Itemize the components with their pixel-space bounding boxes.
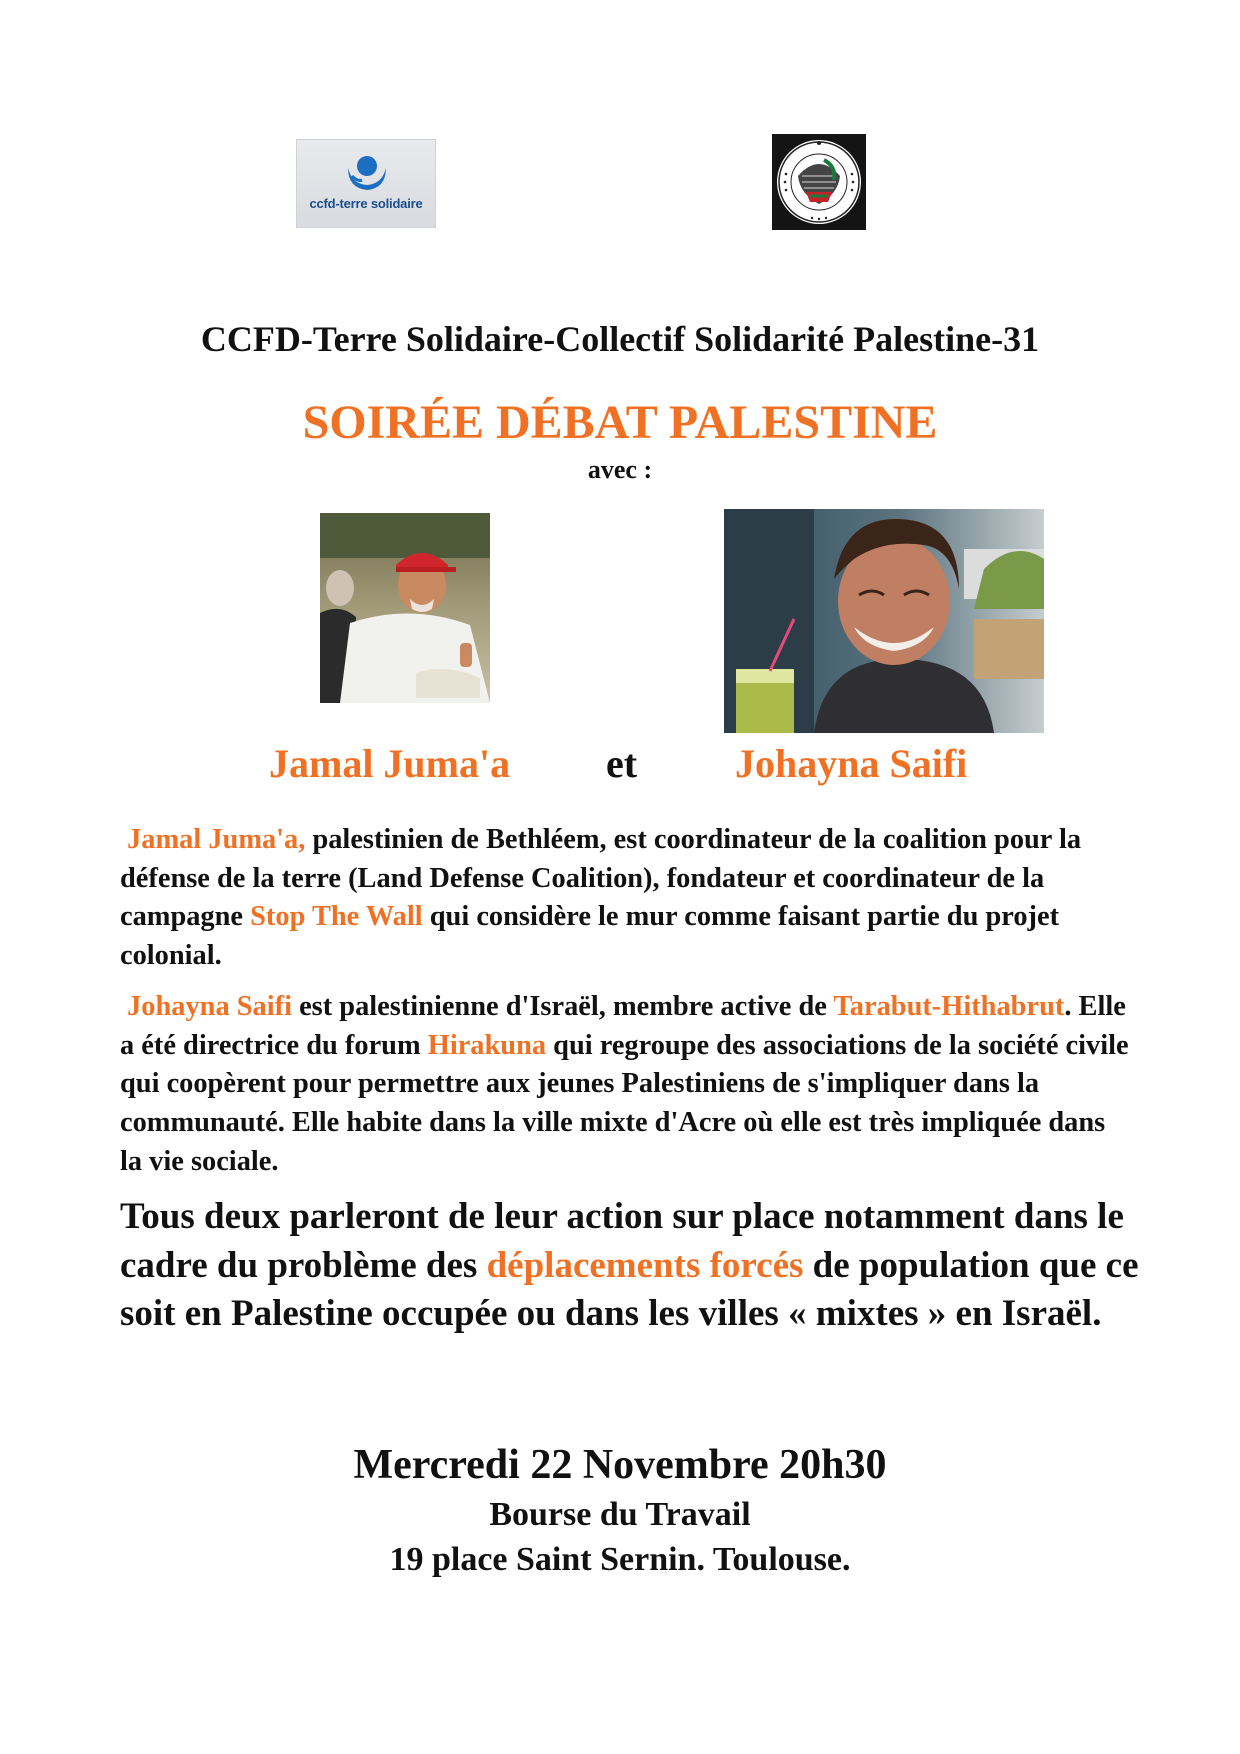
event-date: Mercredi 22 Novembre 20h30 — [353, 1442, 887, 1488]
event-address: 19 place Saint Sernin. Toulouse. — [389, 1541, 851, 1578]
joint-statement-text2: de population que ce soit en Palestine occupée ou dans les villes « mixtes » en Israël. — [120, 1244, 1139, 1334]
speaker-conjunction: et — [606, 741, 638, 786]
hirakuna-highlight: Hirakuna — [427, 1029, 547, 1061]
jamal-bio — [120, 821, 1130, 976]
speaker-name-johayna: Johayna Saifi — [735, 741, 968, 786]
johayna-bio-text3: qui regroupe des associations de la société civile qui coopèrent pour permettre aux jeunes Palestiniens de s'impliquer dans la communauté. Elle habite dans la ville mixte d'Acre où elle est très impliquée dans la vie sociale. — [120, 1029, 1129, 1177]
johayna-photo — [724, 509, 1044, 733]
johayna-bio — [120, 988, 1130, 1182]
johayna-bio-text1: est palestinienne d'Israël, membre active de — [291, 991, 834, 1022]
csp31-seal-icon — [772, 134, 866, 230]
joint-statement-text1: Tous deux parleront de leur action sur place notamment dans le cadre du problème des — [120, 1196, 1124, 1286]
tarabut-highlight: Tarabut-Hithabrut — [833, 991, 1065, 1022]
johayna-bio-text2: . Elle a été directrice du forum — [120, 991, 1126, 1061]
csp31-logo — [772, 134, 866, 230]
ccfd-hands-icon — [344, 154, 390, 194]
jamal-bio-text1: palestinien de Bethléem, est coordinateur de la coalition pour la défense de la terre (Land Defense Coalition), fondateur et coordinateur de la campagne — [120, 824, 1082, 933]
speaker-names — [0, 740, 1240, 790]
joint-statement — [120, 1193, 1150, 1339]
event-venue: Bourse du Travail — [489, 1496, 751, 1533]
with-label: avec : — [587, 455, 653, 484]
forced-displacement-highlight: déplacements forcés — [486, 1244, 804, 1286]
stop-the-wall-highlight: Stop The Wall — [250, 901, 423, 933]
jamal-bio-name: Jamal Juma'a, — [127, 824, 306, 855]
ccfd-logo-label: ccfd-terre solidaire — [309, 196, 423, 211]
speaker-name-jamal: Jamal Juma'a — [269, 741, 511, 786]
johayna-bio-name: Johayna Saifi — [127, 991, 292, 1022]
jamal-bio-text2: qui considère le mur comme faisant partie du projet colonial. — [120, 901, 1060, 972]
jamal-photo — [320, 513, 490, 703]
ccfd-logo — [296, 139, 436, 228]
organizers-title: CCFD-Terre Solidaire-Collectif Solidarité Palestine-31 — [200, 319, 1040, 359]
event-title: SOIRÉE DÉBAT PALESTINE — [302, 396, 938, 449]
